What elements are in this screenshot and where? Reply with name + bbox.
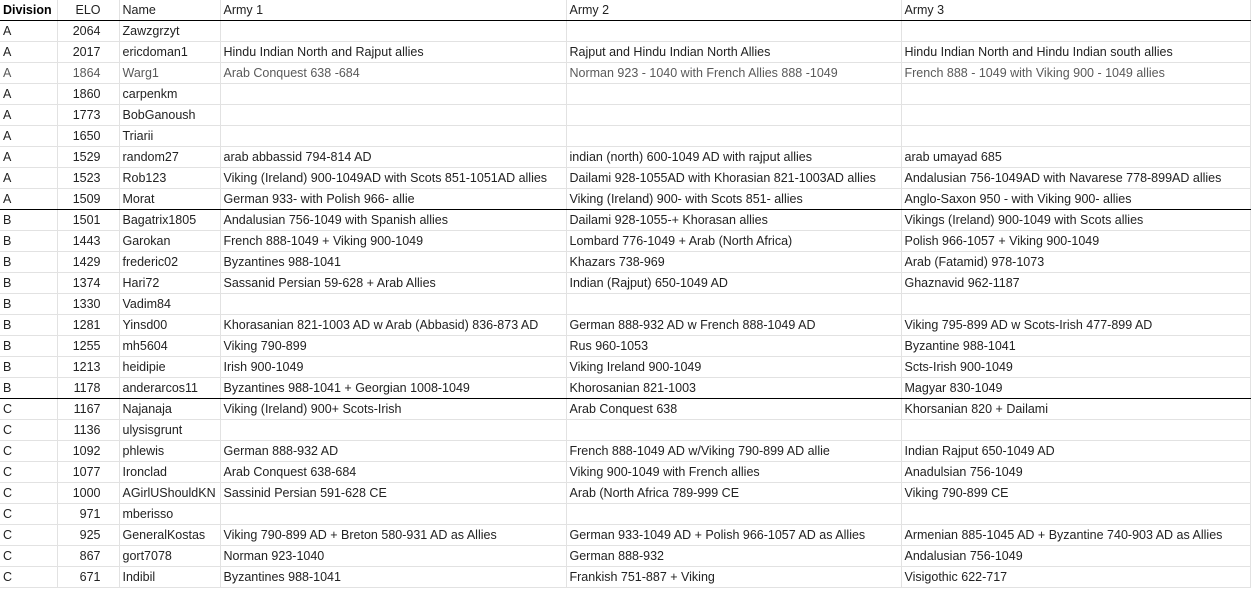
elo-cell[interactable]: 1501 — [57, 210, 119, 231]
elo-cell[interactable]: 1429 — [57, 252, 119, 273]
army-3-cell[interactable]: Indian Rajput 650-1049 AD — [901, 441, 1250, 462]
army-2-cell[interactable]: Viking 900-1049 with French allies — [566, 462, 901, 483]
division-cell[interactable]: B — [0, 231, 57, 252]
army-1-cell[interactable]: Sassanid Persian 59-628 + Arab Allies — [220, 273, 566, 294]
army-3-cell[interactable]: French 888 - 1049 with Viking 900 - 1049 allies — [901, 63, 1250, 84]
name-cell[interactable]: random27 — [119, 147, 220, 168]
elo-cell[interactable]: 1077 — [57, 462, 119, 483]
army-3-cell[interactable]: Anglo-Saxon 950 - with Viking 900- allies — [901, 189, 1250, 210]
army-1-cell[interactable]: Norman 923-1040 — [220, 546, 566, 567]
division-cell[interactable]: A — [0, 168, 57, 189]
name-cell[interactable]: Yinsd00 — [119, 315, 220, 336]
army-1-cell[interactable] — [220, 21, 566, 42]
army-2-cell[interactable]: Khorosanian 821-1003 — [566, 378, 901, 399]
army-2-cell[interactable]: German 933-1049 AD + Polish 966-1057 AD as Allies — [566, 525, 901, 546]
elo-cell[interactable]: 971 — [57, 504, 119, 525]
elo-cell[interactable]: 1529 — [57, 147, 119, 168]
army-3-cell[interactable]: arab umayad 685 — [901, 147, 1250, 168]
name-cell[interactable]: Garokan — [119, 231, 220, 252]
table-row — [0, 504, 1250, 525]
division-cell[interactable]: A — [0, 105, 57, 126]
name-cell[interactable]: phlewis — [119, 441, 220, 462]
name-cell[interactable]: Morat — [119, 189, 220, 210]
header-name[interactable]: Name — [119, 0, 220, 21]
elo-cell[interactable]: 1092 — [57, 441, 119, 462]
army-1-cell[interactable] — [220, 504, 566, 525]
name-cell[interactable]: Bagatrix1805 — [119, 210, 220, 231]
elo-cell[interactable]: 1255 — [57, 336, 119, 357]
army-2-cell[interactable]: Lombard 776-1049 + Arab (North Africa) — [566, 231, 901, 252]
army-3-cell[interactable] — [901, 504, 1250, 525]
name-cell[interactable]: Warg1 — [119, 63, 220, 84]
army-1-cell[interactable] — [220, 105, 566, 126]
army-2-cell[interactable]: Dailami 928-1055-+ Khorasan allies — [566, 210, 901, 231]
elo-cell[interactable]: 1523 — [57, 168, 119, 189]
army-2-cell[interactable]: French 888-1049 AD w/Viking 790-899 AD allie — [566, 441, 901, 462]
army-1-cell[interactable] — [220, 420, 566, 441]
army-3-cell[interactable] — [901, 84, 1250, 105]
army-1-cell[interactable]: Arab Conquest 638 -684 — [220, 63, 566, 84]
army-3-cell[interactable] — [901, 420, 1250, 441]
name-cell[interactable]: mberisso — [119, 504, 220, 525]
army-3-cell[interactable]: Magyar 830-1049 — [901, 378, 1250, 399]
division-cell[interactable]: C — [0, 567, 57, 588]
army-1-cell[interactable]: German 933- with Polish 966- allie — [220, 189, 566, 210]
table-row — [0, 42, 1250, 63]
army-3-cell[interactable]: Vikings (Ireland) 900-1049 with Scots allies — [901, 210, 1250, 231]
army-2-cell[interactable]: German 888-932 — [566, 546, 901, 567]
army-3-cell[interactable]: Visigothic 622-717 — [901, 567, 1250, 588]
elo-cell[interactable]: 1330 — [57, 294, 119, 315]
army-1-cell[interactable]: Khorasanian 821-1003 AD w Arab (Abbasid) 836-873 AD — [220, 315, 566, 336]
division-cell[interactable]: A — [0, 84, 57, 105]
army-1-cell[interactable]: Byzantines 988-1041 — [220, 567, 566, 588]
elo-cell[interactable]: 1167 — [57, 399, 119, 420]
army-1-cell[interactable]: Arab Conquest 638-684 — [220, 462, 566, 483]
elo-cell[interactable]: 2064 — [57, 21, 119, 42]
elo-cell[interactable]: 1000 — [57, 483, 119, 504]
table-row — [0, 147, 1250, 168]
name-cell[interactable]: Ironclad — [119, 462, 220, 483]
army-3-cell[interactable]: Armenian 885-1045 AD + Byzantine 740-903 AD as Allies — [901, 525, 1250, 546]
army-1-cell[interactable]: French 888-1049 + Viking 900-1049 — [220, 231, 566, 252]
table-row — [0, 210, 1250, 231]
table-row — [0, 567, 1250, 588]
elo-cell[interactable]: 925 — [57, 525, 119, 546]
table-row — [0, 294, 1250, 315]
army-2-cell[interactable]: Viking Ireland 900-1049 — [566, 357, 901, 378]
name-cell[interactable]: Triarii — [119, 126, 220, 147]
army-1-cell[interactable] — [220, 84, 566, 105]
army-3-cell[interactable]: Ghaznavid 962-1187 — [901, 273, 1250, 294]
army-1-cell[interactable]: Viking (Ireland) 900+ Scots-Irish — [220, 399, 566, 420]
army-2-cell[interactable]: indian (north) 600-1049 AD with rajput allies — [566, 147, 901, 168]
name-cell[interactable]: Rob123 — [119, 168, 220, 189]
name-cell[interactable]: BobGanoush — [119, 105, 220, 126]
army-2-cell[interactable]: Rajput and Hindu Indian North Allies — [566, 42, 901, 63]
table-row — [0, 84, 1250, 105]
elo-cell[interactable]: 1860 — [57, 84, 119, 105]
army-2-cell[interactable]: Dailami 928-1055AD with Khorasian 821-1003AD allies — [566, 168, 901, 189]
army-3-cell[interactable]: Khorsanian 820 + Dailami — [901, 399, 1250, 420]
army-3-cell[interactable]: Byzantine 988-1041 — [901, 336, 1250, 357]
division-cell[interactable]: B — [0, 252, 57, 273]
name-cell[interactable]: anderarcos11 — [119, 378, 220, 399]
army-2-cell[interactable]: Rus 960-1053 — [566, 336, 901, 357]
name-cell[interactable]: GeneralKostas — [119, 525, 220, 546]
army-3-cell[interactable]: Hindu Indian North and Hindu Indian south allies — [901, 42, 1250, 63]
division-cell[interactable]: C — [0, 441, 57, 462]
table-row — [0, 546, 1250, 567]
elo-cell[interactable]: 1509 — [57, 189, 119, 210]
army-1-cell[interactable]: Andalusian 756-1049 with Spanish allies — [220, 210, 566, 231]
elo-cell[interactable]: 1374 — [57, 273, 119, 294]
table-row — [0, 105, 1250, 126]
army-2-cell[interactable] — [566, 105, 901, 126]
elo-cell[interactable]: 1864 — [57, 63, 119, 84]
army-2-cell[interactable]: Frankish 751-887 + Viking — [566, 567, 901, 588]
division-cell[interactable]: A — [0, 147, 57, 168]
header-army-1[interactable]: Army 1 — [220, 0, 566, 21]
table-row — [0, 462, 1250, 483]
elo-cell[interactable]: 1281 — [57, 315, 119, 336]
army-3-cell[interactable]: Viking 790-899 CE — [901, 483, 1250, 504]
elo-cell[interactable]: 671 — [57, 567, 119, 588]
army-3-cell[interactable] — [901, 126, 1250, 147]
army-3-cell[interactable]: Viking 795-899 AD w Scots-Irish 477-899 AD — [901, 315, 1250, 336]
table-row — [0, 189, 1250, 210]
army-1-cell[interactable]: German 888-932 AD — [220, 441, 566, 462]
army-1-cell[interactable]: Irish 900-1049 — [220, 357, 566, 378]
division-cell[interactable]: C — [0, 483, 57, 504]
army-2-cell[interactable]: Arab (North Africa 789-999 CE — [566, 483, 901, 504]
division-cell[interactable]: C — [0, 504, 57, 525]
name-cell[interactable]: ericdoman1 — [119, 42, 220, 63]
army-3-cell[interactable]: Andalusian 756-1049 — [901, 546, 1250, 567]
army-1-cell[interactable]: Sassinid Persian 591-628 CE — [220, 483, 566, 504]
division-cell[interactable]: C — [0, 420, 57, 441]
table-row — [0, 336, 1250, 357]
elo-cell[interactable]: 1650 — [57, 126, 119, 147]
division-cell[interactable]: A — [0, 189, 57, 210]
division-cell[interactable]: C — [0, 399, 57, 420]
army-3-cell[interactable]: Arab (Fatamid) 978-1073 — [901, 252, 1250, 273]
name-cell[interactable]: frederic02 — [119, 252, 220, 273]
division-cell[interactable]: B — [0, 378, 57, 399]
name-cell[interactable]: Indibil — [119, 567, 220, 588]
elo-cell[interactable]: 2017 — [57, 42, 119, 63]
division-cell[interactable]: A — [0, 126, 57, 147]
table-row — [0, 168, 1250, 189]
division-cell[interactable]: C — [0, 546, 57, 567]
elo-cell[interactable]: 1213 — [57, 357, 119, 378]
table-row — [0, 399, 1250, 420]
division-cell[interactable]: A — [0, 42, 57, 63]
table-row — [0, 126, 1250, 147]
table-row — [0, 315, 1250, 336]
army-1-cell[interactable]: Viking 790-899 AD + Breton 580-931 AD as Allies — [220, 525, 566, 546]
name-cell[interactable]: mh5604 — [119, 336, 220, 357]
table-row — [0, 378, 1250, 399]
army-1-cell[interactable]: Viking 790-899 — [220, 336, 566, 357]
division-cell[interactable]: B — [0, 294, 57, 315]
name-cell[interactable]: carpenkm — [119, 84, 220, 105]
elo-cell[interactable]: 867 — [57, 546, 119, 567]
name-cell[interactable]: gort7078 — [119, 546, 220, 567]
header-army-2[interactable]: Army 2 — [566, 0, 901, 21]
army-2-cell[interactable]: Norman 923 - 1040 with French Allies 888 -1049 — [566, 63, 901, 84]
header-army-3[interactable]: Army 3 — [901, 0, 1250, 21]
table-row — [0, 525, 1250, 546]
header-elo[interactable]: ELO — [57, 0, 119, 21]
army-2-cell[interactable] — [566, 504, 901, 525]
table-row — [0, 273, 1250, 294]
army-2-cell[interactable]: German 888-932 AD w French 888-1049 AD — [566, 315, 901, 336]
name-cell[interactable]: Zawzgrzyt — [119, 21, 220, 42]
header-row — [0, 0, 1250, 21]
division-cell[interactable]: B — [0, 357, 57, 378]
name-cell[interactable]: Vadim84 — [119, 294, 220, 315]
table-row — [0, 483, 1250, 504]
army-3-cell[interactable] — [901, 21, 1250, 42]
army-2-cell[interactable] — [566, 84, 901, 105]
name-cell[interactable]: AGirlUShouldKN — [119, 483, 220, 504]
table-row — [0, 357, 1250, 378]
army-1-cell[interactable]: arab abbassid 794-814 AD — [220, 147, 566, 168]
army-1-cell[interactable]: Byzantines 988-1041 — [220, 252, 566, 273]
table-row — [0, 441, 1250, 462]
table-row — [0, 63, 1250, 84]
army-3-cell[interactable] — [901, 105, 1250, 126]
army-2-cell[interactable]: Indian (Rajput) 650-1049 AD — [566, 273, 901, 294]
army-3-cell[interactable] — [901, 294, 1250, 315]
army-2-cell[interactable] — [566, 21, 901, 42]
table-row — [0, 21, 1250, 42]
army-2-cell[interactable]: Khazars 738-969 — [566, 252, 901, 273]
elo-cell[interactable]: 1136 — [57, 420, 119, 441]
division-cell[interactable]: A — [0, 63, 57, 84]
table-row — [0, 231, 1250, 252]
table-body — [0, 21, 1250, 588]
army-3-cell[interactable]: Scts-Irish 900-1049 — [901, 357, 1250, 378]
name-cell[interactable]: Najanaja — [119, 399, 220, 420]
army-1-cell[interactable]: Viking (Ireland) 900-1049AD with Scots 851-1051AD allies — [220, 168, 566, 189]
division-cell[interactable]: C — [0, 462, 57, 483]
army-3-cell[interactable]: Andalusian 756-1049AD with Navarese 778-899AD allies — [901, 168, 1250, 189]
elo-cell[interactable]: 1773 — [57, 105, 119, 126]
name-cell[interactable]: heidipie — [119, 357, 220, 378]
division-cell[interactable]: A — [0, 21, 57, 42]
army-2-cell[interactable]: Arab Conquest 638 — [566, 399, 901, 420]
division-cell[interactable]: C — [0, 525, 57, 546]
army-2-cell[interactable]: Viking (Ireland) 900- with Scots 851- allies — [566, 189, 901, 210]
army-2-cell[interactable] — [566, 420, 901, 441]
division-cell[interactable]: B — [0, 315, 57, 336]
table-row — [0, 252, 1250, 273]
division-cell[interactable]: B — [0, 336, 57, 357]
division-cell[interactable]: B — [0, 210, 57, 231]
army-2-cell[interactable] — [566, 126, 901, 147]
elo-cell[interactable]: 1443 — [57, 231, 119, 252]
army-3-cell[interactable]: Anadulsian 756-1049 — [901, 462, 1250, 483]
division-cell[interactable]: B — [0, 273, 57, 294]
elo-cell[interactable]: 1178 — [57, 378, 119, 399]
name-cell[interactable]: Hari72 — [119, 273, 220, 294]
army-1-cell[interactable]: Hindu Indian North and Rajput allies — [220, 42, 566, 63]
army-1-cell[interactable] — [220, 294, 566, 315]
army-1-cell[interactable]: Byzantines 988-1041 + Georgian 1008-1049 — [220, 378, 566, 399]
table-row — [0, 420, 1250, 441]
army-2-cell[interactable] — [566, 294, 901, 315]
header-division[interactable]: Division — [0, 0, 57, 21]
army-3-cell[interactable]: Polish 966-1057 + Viking 900-1049 — [901, 231, 1250, 252]
army-1-cell[interactable] — [220, 126, 566, 147]
name-cell[interactable]: ulysisgrunt — [119, 420, 220, 441]
